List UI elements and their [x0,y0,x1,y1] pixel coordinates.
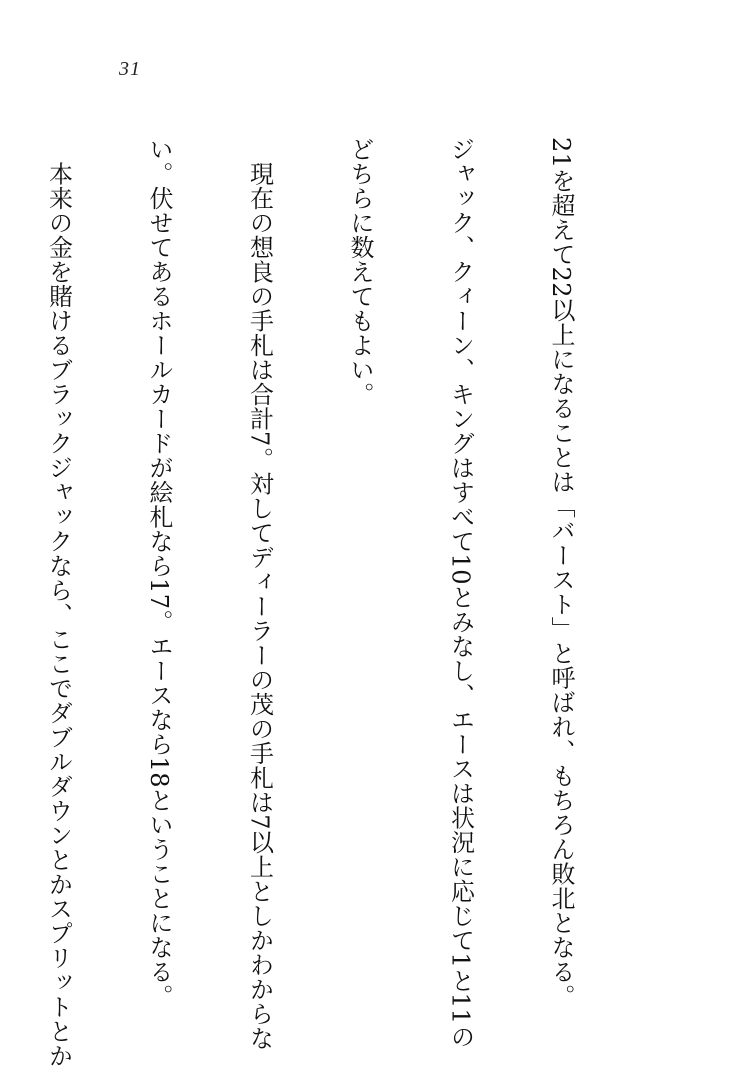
page-number: 31 [119,58,141,80]
text-line: 本来の金を賭けるブラックジャックなら、ここでダブルダウンとかスプリットとか [44,137,73,1068]
text-line: 21を超えて22以上になることは「バースト」と呼ばれ、もちろん敗北となる。 [547,137,575,1009]
text-line: ジャック、クィーン、キングはすべて10とみなし、エースは状況に応じて1と11の [446,137,475,1049]
body-text [44,137,644,1068]
text-line: どちらに数えてもよい。 [346,137,374,407]
text-line: い。伏せてあるホールカードが絵札なら17。エースなら18ということになる。 [145,137,173,1009]
text-line: 現在の想良の手札は合計7。対してディーラーの茂の手札は7以上としかわからな [245,137,274,1051]
